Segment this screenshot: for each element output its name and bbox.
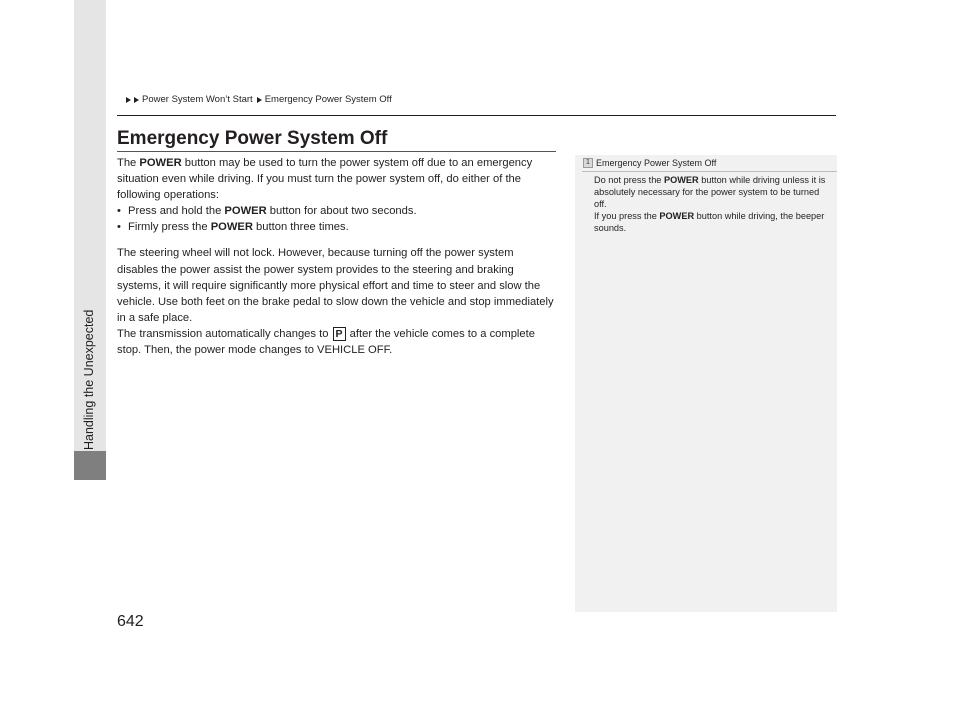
page-title: Emergency Power System Off xyxy=(117,128,388,149)
breadcrumb-item-power-system[interactable]: Power System Won’t Start xyxy=(142,94,253,105)
header-rule xyxy=(117,115,836,116)
note-body xyxy=(594,174,826,234)
note-marker-icon: 1 xyxy=(583,158,593,168)
section-tab-marker xyxy=(74,451,106,480)
steering-paragraph: The steering wheel will not lock. However, because turning off the power system disables the power assist the power system provides to the steering and braking systems, it will require significantly more physical effort and time to steer and slow the vehicle. Use both feet on the brake pedal to slow down the vehicle and stop immediately in a safe place. xyxy=(117,247,554,324)
intro-paragraph: The POWER button may be used to turn the power system off due to an emergency situation even while driving. If you must turn the power system off, do either of the following operations: xyxy=(117,157,533,202)
operation-list xyxy=(117,203,557,235)
note-heading xyxy=(583,158,716,168)
main-text xyxy=(117,155,557,358)
section-label: Handling the Unexpected xyxy=(82,309,96,450)
note-title: Emergency Power System Off xyxy=(596,158,717,168)
title-rule xyxy=(117,151,556,152)
page-number: 642 xyxy=(117,613,144,630)
breadcrumb-arrow-icon xyxy=(134,97,139,103)
note-line: Do not press the POWER button while driving unless it is absolutely necessary for the power system to be turned off. xyxy=(594,175,826,209)
list-item: • Firmly press the POWER button three times. xyxy=(117,219,557,235)
section-label-wrap xyxy=(80,110,102,450)
breadcrumb xyxy=(126,94,392,105)
note-line: If you press the POWER button while driving, the beeper sounds. xyxy=(594,211,825,233)
breadcrumb-item-emergency[interactable]: Emergency Power System Off xyxy=(264,94,392,105)
note-rule xyxy=(582,171,837,172)
breadcrumb-arrow-icon xyxy=(257,97,262,103)
list-item: • Press and hold the POWER button for about two seconds. xyxy=(117,203,557,219)
side-note xyxy=(575,155,837,612)
park-key-icon: P xyxy=(333,327,346,341)
breadcrumb-arrow-icon xyxy=(126,97,131,103)
transmission-paragraph: The transmission automatically changes to P after the vehicle comes to a complete stop. Then, the power mode changes to VEHICLE OFF. xyxy=(117,327,535,357)
